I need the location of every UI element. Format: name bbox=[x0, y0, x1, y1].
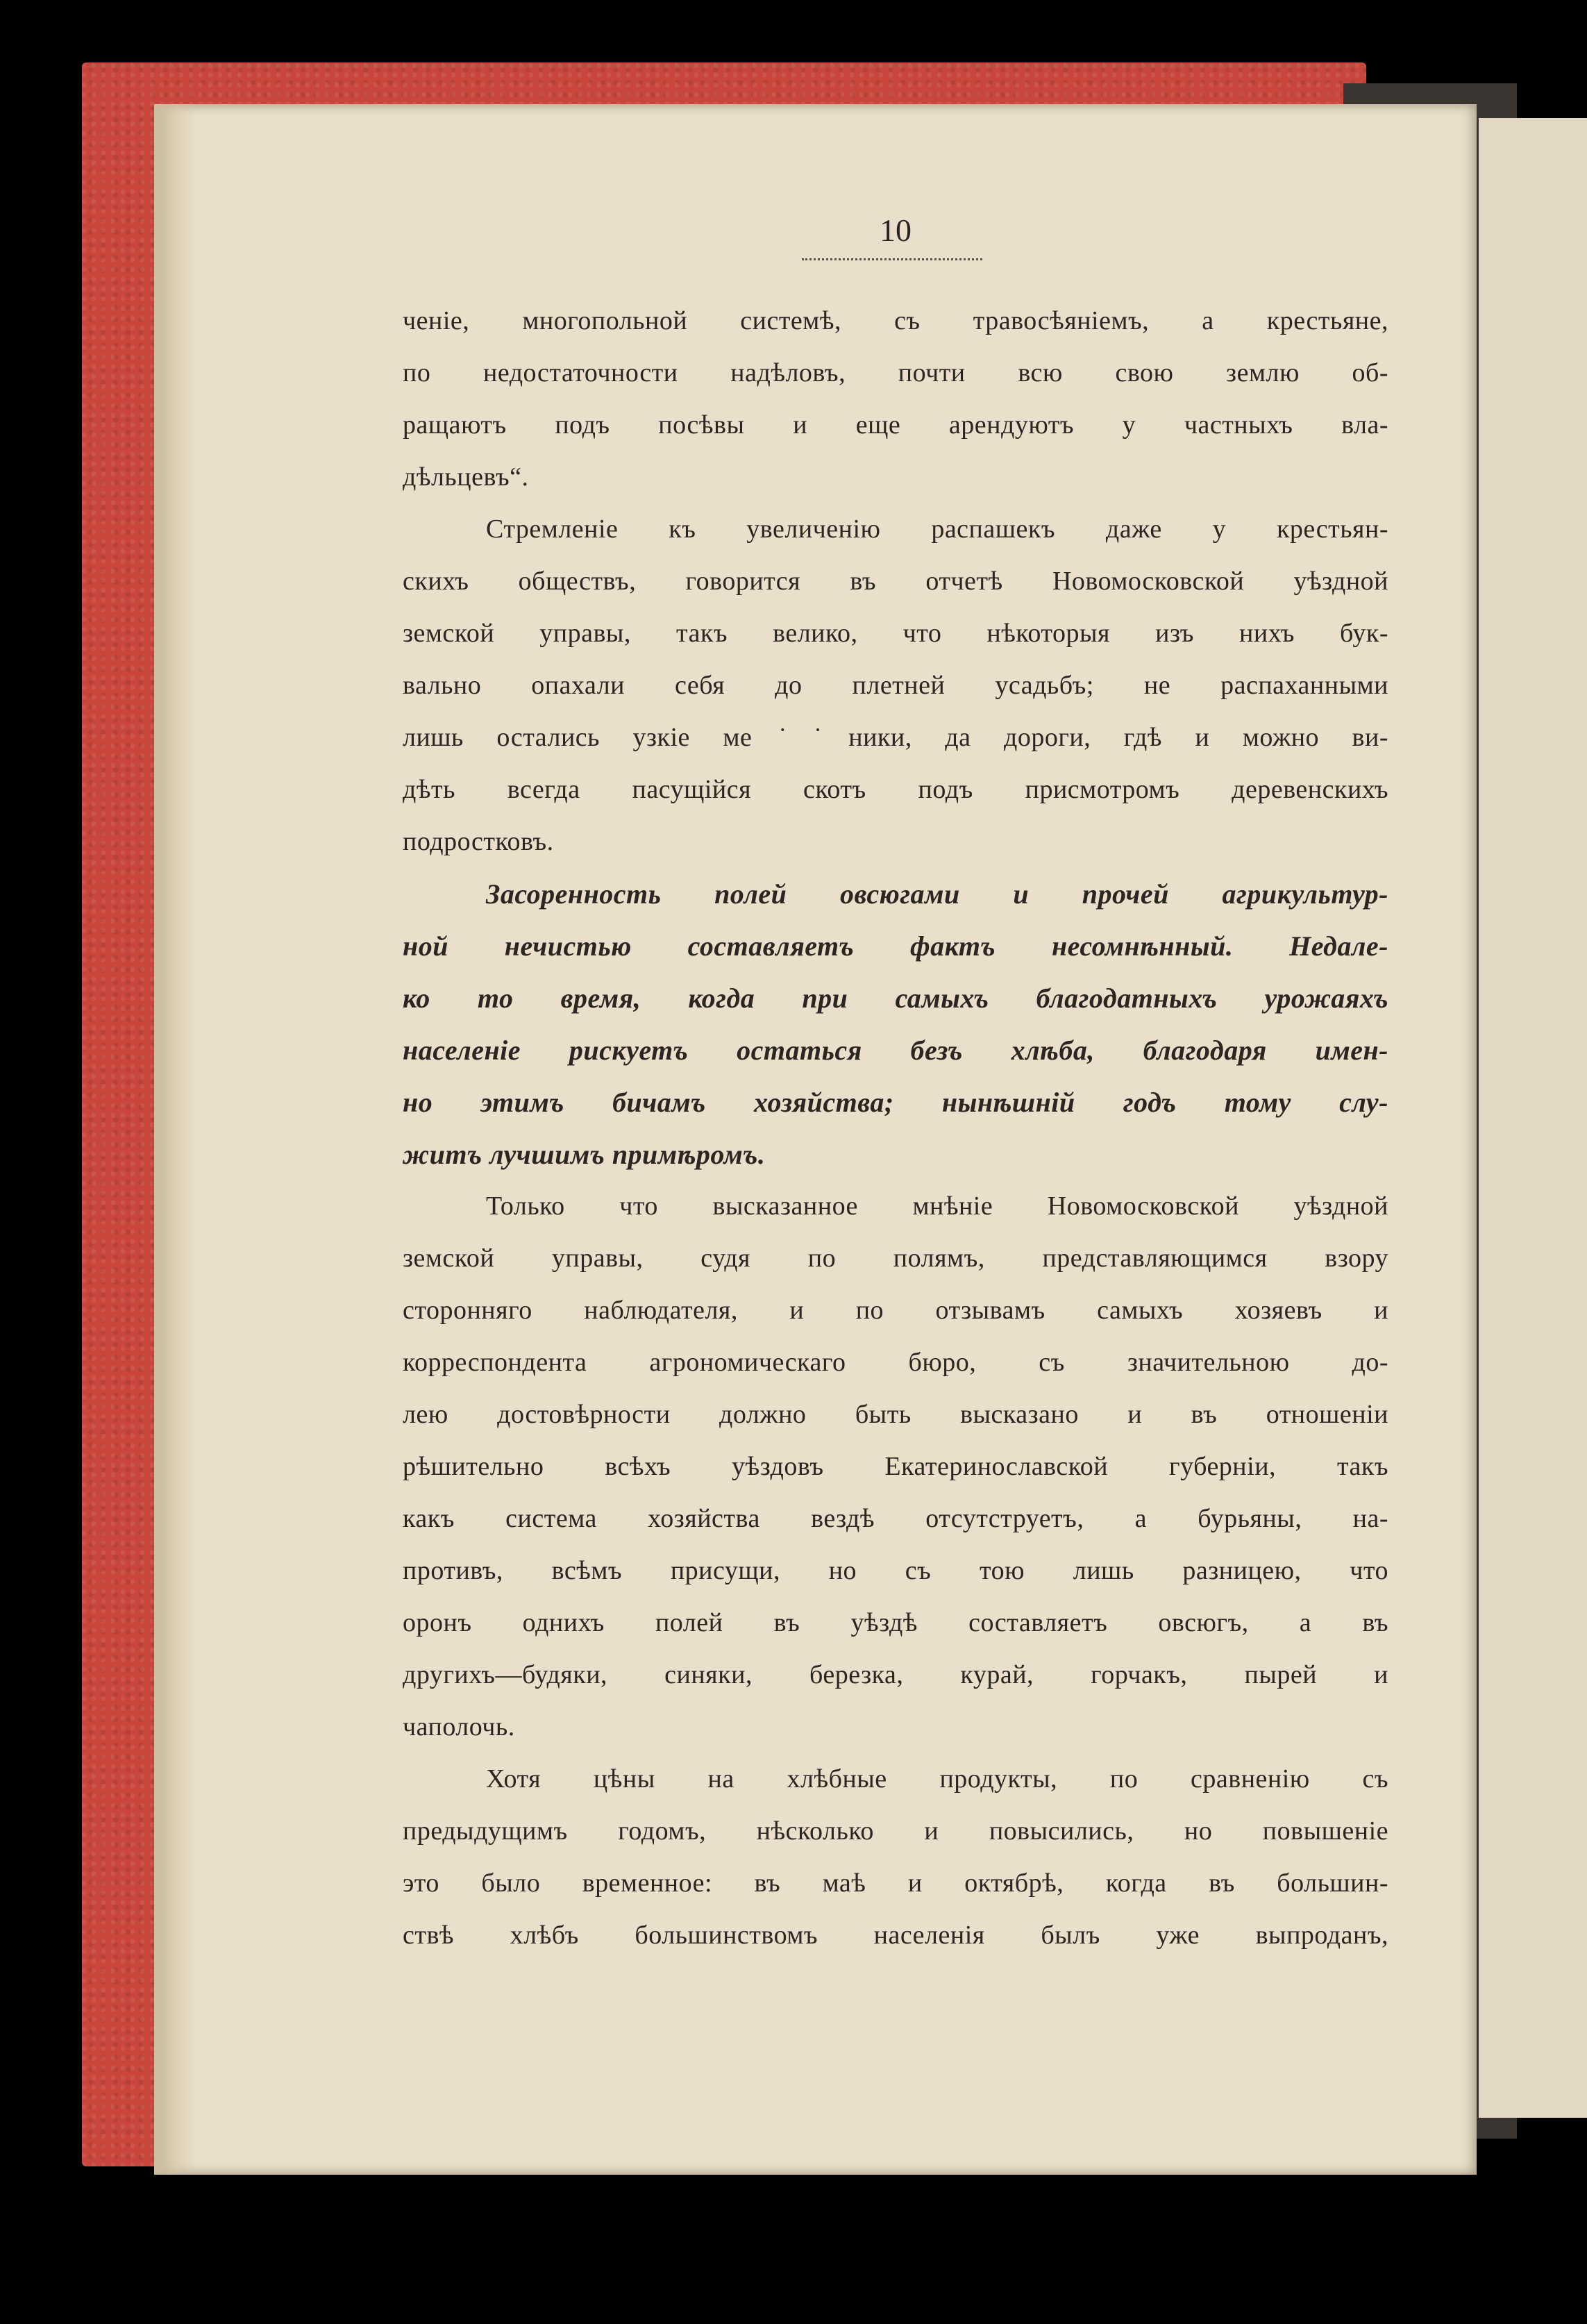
text-line: другихъ—будяки, синяки, березка, курай, горчакъ, пырей и bbox=[403, 1660, 1388, 1689]
page-text bbox=[403, 295, 1388, 1962]
text-line: Хотя цѣны на хлѣбные продукты, по сравненію съ bbox=[486, 1764, 1388, 1794]
text-line: земской управы, судя по полямъ, представляющимся взору bbox=[403, 1244, 1388, 1273]
text-line: рѣшительно всѣхъ уѣздовъ Екатеринославской губерніи, такъ bbox=[403, 1452, 1388, 1481]
text-line: противъ, всѣмъ присущи, но съ тою лишь разницею, что bbox=[403, 1556, 1388, 1585]
text-line: лею достовѣрности должно быть высказано и въ отношеніи bbox=[403, 1400, 1388, 1429]
text-line: Только что высказанное мнѣніе Новомосковской уѣздной bbox=[486, 1192, 1388, 1221]
text-line: по недостаточности надѣловъ, почти всю свою землю об- bbox=[403, 358, 1388, 387]
text-line: корреспондента агрономическаго бюро, съ значительною до- bbox=[403, 1348, 1388, 1377]
italic-paragraph bbox=[403, 868, 1388, 1180]
page-gutter-shadow bbox=[154, 104, 196, 2175]
paragraph bbox=[403, 295, 1388, 503]
text-line: это было временное: въ маѣ и октябрѣ, когда въ большин- bbox=[403, 1869, 1388, 1898]
paragraph bbox=[403, 1180, 1388, 1753]
text-line: вально опахали себя до плетней усадьбъ; не распаханными bbox=[403, 671, 1388, 700]
text-line: ращаютъ подъ посѣвы и еще арендуютъ у частныхъ вла- bbox=[403, 410, 1388, 440]
text-line: земской управы, такъ велико, что нѣкоторыя изъ нихъ бук- bbox=[403, 619, 1388, 648]
text-line: дѣть всегда пасущійся скотъ подъ присмотромъ деревенскихъ bbox=[403, 775, 1388, 804]
text-line: дѣльцевъ“. bbox=[403, 462, 529, 492]
text-line: населеніе рискуетъ остаться безъ хлѣба, благодаря имен- bbox=[403, 1035, 1388, 1066]
text-line: житъ лучшимъ примѣромъ. bbox=[403, 1139, 766, 1170]
text-line: чаполочь. bbox=[403, 1712, 515, 1741]
text-line: ной нечистью составляетъ фактъ несомнѣнный. Недале- bbox=[403, 930, 1388, 962]
text-line: лишь остались узкіе ме˙˙ники, да дороги, гдѣ и можно ви- bbox=[403, 723, 1388, 752]
page-number: 10 bbox=[880, 212, 912, 248]
adjacent-page-edge bbox=[1479, 118, 1587, 2118]
text-line: ко то время, когда при самыхъ благодатныхъ урожаяхъ bbox=[403, 983, 1388, 1014]
text-line: скихъ обществъ, говорится въ отчетѣ Новомосковской уѣздной bbox=[403, 567, 1388, 596]
text-line: ченіе, многопольной системѣ, съ травосѣяніемъ, а крестьяне, bbox=[403, 306, 1388, 335]
text-line: Засоренность полей овсюгами и прочей агрикультур- bbox=[486, 878, 1388, 910]
text-line: подростковъ. bbox=[403, 827, 554, 856]
paragraph bbox=[403, 1753, 1388, 1962]
text-line: оронъ однихъ полей въ уѣздѣ составляетъ овсюгъ, а въ bbox=[403, 1608, 1388, 1637]
text-line: предыдущимъ годомъ, нѣсколько и повысились, но повышеніе bbox=[403, 1816, 1388, 1846]
text-line: ствѣ хлѣбъ большинствомъ населенія былъ уже выпроданъ, bbox=[403, 1921, 1388, 1950]
text-line: какъ система хозяйства вездѣ отсутструетъ, а бурьяны, на- bbox=[403, 1504, 1388, 1533]
text-line: Стремленіе къ увеличенію распашекъ даже у крестьян- bbox=[486, 515, 1388, 544]
page-number-ornament bbox=[802, 258, 982, 260]
paragraph bbox=[403, 503, 1388, 868]
text-line: но этимъ бичамъ хозяйства; нынѣшній годъ тому слу- bbox=[403, 1087, 1388, 1118]
text-line: сторонняго наблюдателя, и по отзывамъ самыхъ хозяевъ и bbox=[403, 1296, 1388, 1325]
